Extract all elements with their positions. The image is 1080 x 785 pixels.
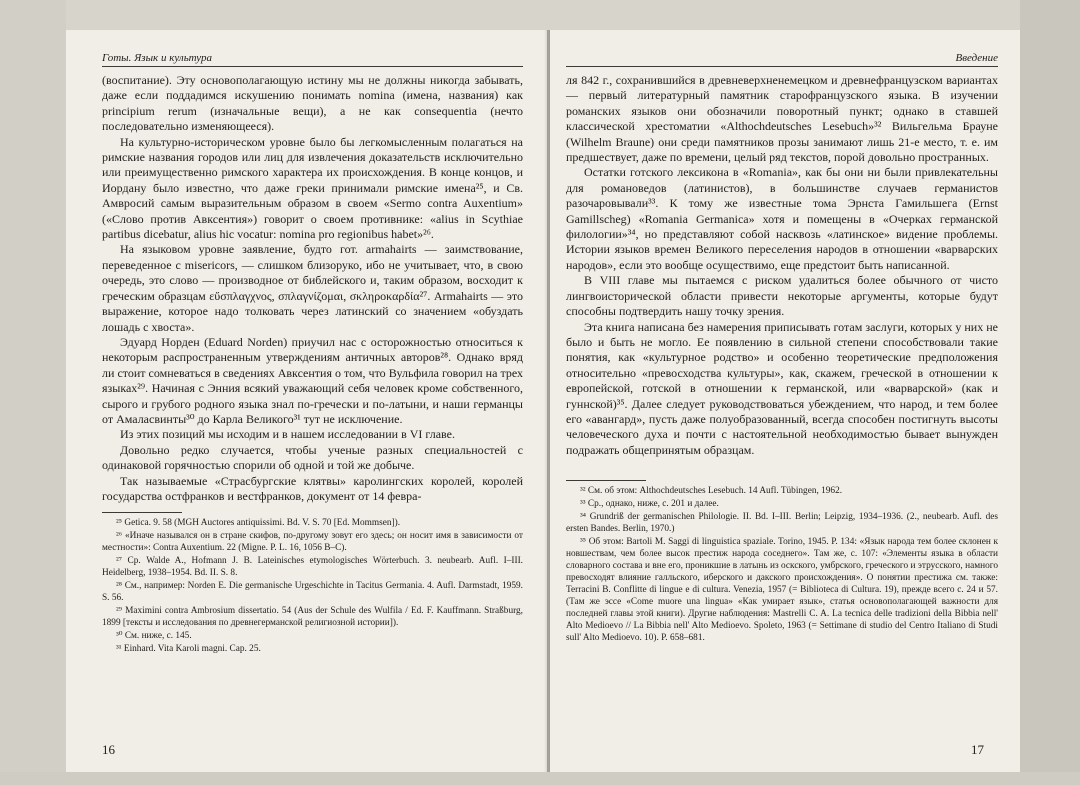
left-footnotes xyxy=(102,517,523,655)
scan-background-left xyxy=(0,0,66,785)
paragraph: На культурно-историческом уровне было бы легкомысленным полагаться на римские названия городов или лиц для извлечения доказательств исключительно или преимущественно римского характера их происхождения. В конце концов, и Иордану было известно, что даже греки принимали римские имена²⁵, и Св. Амвросий самым выразительным образом в своем «Sermo contra Auxentium» («Слово против Авксентия») говорит о своем противнике: «alius in Scythiae partibus dicebatur, alius hic vocatur: nomina pro regionibus habet»²⁶. xyxy=(102,134,523,242)
page-number-right: 17 xyxy=(971,742,984,757)
footnote-separator xyxy=(566,480,646,481)
footnote-separator xyxy=(102,512,182,513)
scan-background-top xyxy=(0,0,1080,30)
footnote: ²⁷ Ср. Walde A., Hofmann J. B. Lateinisches etymologisches Wörterbuch. 3. neubearb. Aufl. I–III. Heidelberg, 1938–1954. Bd. II. S. 8. xyxy=(102,556,523,579)
footnote: ³² См. об этом: Althochdeutsches Lesebuch. 14 Aufl. Tübingen, 1962. xyxy=(580,486,843,497)
footnote: ³⁴ Grundriß der germanischen Philologie. II. Bd. I–III. Berlin; Leipzig, 1934–1936. (2., neubearb. Aufl. des ersten Bandes. Berlin, 1970.) xyxy=(566,512,998,535)
paragraph: ля 842 г., сохранившийся в древневерхненемецком и древнефранцузском вариантах — первый литературный памятник старофранцузского языка. В изучении романских языков они обозначили поворотный пункт; однако в ставшей классической хрестоматии «Althochdeutsches Lesebuch»³² Вильгельма Брауне (Wilhelm Braune) они среди памятников прозы занимают лишь 21-е место, т. е. им предшествует, даже по времени, целый ряд текстов, порой довольно пространных. xyxy=(566,73,998,165)
footnote: ³¹ Einhard. Vita Karoli magni. Cap. 25. xyxy=(116,644,261,655)
footnote: ³³ Ср., однако, ниже, с. 201 и далее. xyxy=(580,499,719,510)
paragraph: Остатки готского лексикона в «Romania», как бы они ни были привлекательны для романоведов (латинистов), в большинстве случаев германистов разочаровывали³³. К тому же известные тома Эрнста Гамильшега (Ernst Gamillscheg) «Romania Germanica» хотя и помещены в «Очерках германской филологии»³⁴, но представляют собой насквозь «латинское» видение проблемы. Истории языков времен Великого переселения народов в отношении «варварских народов», если это вообще осуществимо, еще предстоит быть написанной. xyxy=(566,165,998,272)
paragraph: Довольно редко случается, чтобы ученые разных специальностей с одинаковой горячностью спорили об одной и той же добыче. xyxy=(102,442,523,473)
running-head-left: Готы. Язык и культура xyxy=(102,50,523,67)
page-number-left: 16 xyxy=(102,742,115,757)
left-page xyxy=(66,30,548,772)
footnote: ³⁵ Об этом: Bartoli M. Saggi di linguistica spaziale. Torino, 1945. P. 134: «Язык народа тем более склонен к новшествам, чем более высок престиж народа соседнего». Там же, с. 107: «Элементы языка в области словарного состава и вне его, проникшие в латынь из оскского, умбрского, греческого и этрусского, намного превосходят влияние галльского, иберского и дакского происхождения». О понятии престижа см. также: Terracini B. Conflitte di lingue e di cultura. Venezia, 1957 (= Biblioteca di Cultura. 19), прежде всего с. 24 и 57. (Там же эссе «Come muore una lingua» «Как умирает язык», статья основополагающей важности для последней главы этой книги). Другие наблюдения: Mastrelli C. A. La tecnica delle tradizioni della Bibbia nell' Alto Medioevo // La Bibbia nell' Alto Medioevo. Spoleto, 1963 (= Settimane di studio del Centro Italiano di Studi sull' Alto Medioevo. 10). P. 658–681. xyxy=(566,537,998,644)
paragraph: (воспитание). Эту основополагающую истину мы не должны никогда забывать, даже если поддадимся искушению понимать nomina (имена, названия) как principium rerum (изначальные вещи), а не как consequentia (нечто последовательно изменяющееся). xyxy=(102,73,523,134)
footnote: ²⁸ См., например: Norden E. Die germanische Urgeschichte in Tacitus Germania. 4. Aufl. Darmstadt, 1959. S. 56. xyxy=(102,581,523,604)
paragraph: Так называемые «Страсбургские клятвы» каролингских королей, королей государства остфранков и вестфранков, документ от 14 февра- xyxy=(102,473,523,503)
right-body-text xyxy=(566,73,998,458)
footnote: ²⁵ Getica. 9. 58 (MGH Auctores antiquissimi. Bd. V. S. 70 [Ed. Mommsen]). xyxy=(116,518,401,529)
footnote: ³⁰ См. ниже, с. 145. xyxy=(116,631,192,642)
paragraph: Из этих позиций мы исходим и в нашем исследовании в VI главе. xyxy=(120,427,455,442)
running-head-right: Введение xyxy=(566,50,998,67)
scan-background-bottom xyxy=(0,772,1080,785)
paragraph: В VIII главе мы пытаемся с риском удалиться более обычного от чисто лингвоисторической области привести некоторые аргументы, которые будут способны подтвердить нашу точку зрения. xyxy=(566,273,998,319)
footnote: ²⁶ «Иначе назывался он в стране скифов, по-другому зовут его здесь; он носит имя в зависимости от местности»: Contra Auxentium. 22 (Migne. P. L. 16, 1056 B–C). xyxy=(102,531,523,554)
footnote: ²⁹ Maximini contra Ambrosium dissertatio. 54 (Aus der Schule des Wulfila / Ed. F. Kauffmann. Straßburg, 1899 [тексты и исследования по древнегерманской религиозной истории]). xyxy=(102,606,523,629)
paragraph: Эдуард Норден (Eduard Norden) приучил нас с осторожностью относиться к некоторым распространенным утверждениям античных авторов²⁸. Однако вряд ли стоит сомневаться в сведениях Авксентия о том, что Вульфила говорил на трех языках²⁹. Начиная с Энния всякий уважающий себя человек кроме собственного, сырого и грубого родного языка знал по-гречески и по-латыни, и наши германцы от Амаласвинты³⁰ до Карла Великого³¹ тут не исключение. xyxy=(102,334,523,426)
left-body-text xyxy=(102,73,523,504)
right-page xyxy=(550,30,1020,772)
scan-background-right xyxy=(1020,0,1080,785)
paragraph: На языковом уровне заявление, будто гот. armahairts — заимствование, переведенное с misericors, — слишком близоруко, ибо не учитывает, что, в свою очередь, это слово — производное от библейского и, таким образом, восходит к греческим образцам εὔσπλαγχνος, σπλαγνίζομαι, σκληροκαρδία²⁷. Armahairts — это выражение, которое надо толковать через латинский со значением «обуздать лошадь с хвоста». xyxy=(102,242,523,334)
right-footnotes xyxy=(566,485,998,644)
paragraph: Эта книга написана без намерения приписывать готам заслуги, которых у них не было и быть не могло. Ее появлению в сильной степени способствовали такие понятия, как «культурное родство» и особенно теоретические предположения относительно «превосходства культуры», как, скажем, греческой в отношении к европейской, готской в отношении к германской, или «варварской» (как и гуннской)³⁵. Далее следует руководствоваться убеждением, что народ, и тем более его «авангард», пусть даже полуобразованный, всегда способен постигнуть высоты человеческого духа и почти с настоятельной необходимостью бывает вынужден подражать общепринятым образцам. xyxy=(566,319,998,457)
